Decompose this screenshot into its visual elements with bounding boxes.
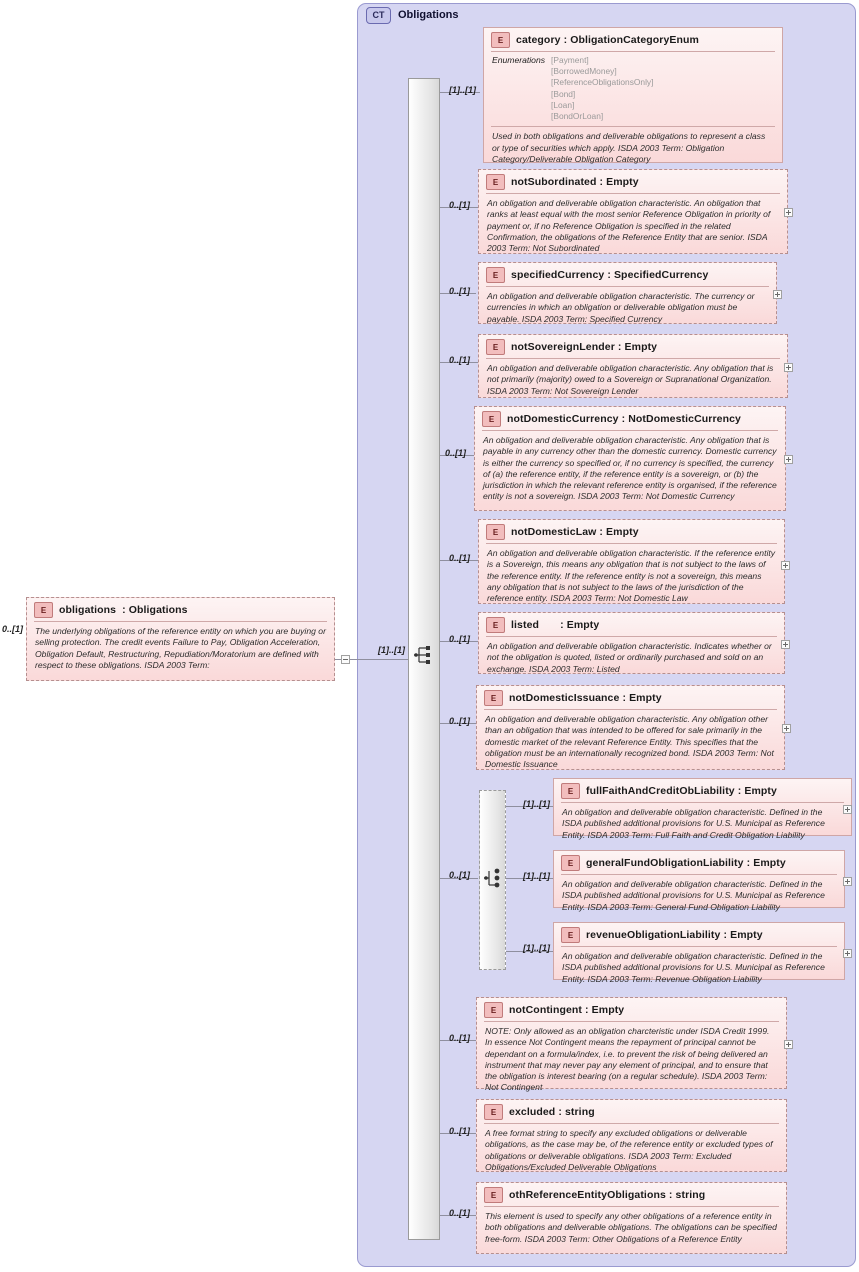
element-name-specifiedCurrency: specifiedCurrency : SpecifiedCurrency xyxy=(511,269,709,281)
expand-toggle-fullFaithAndCreditObLiability[interactable] xyxy=(843,805,852,814)
element-badge-icon: E xyxy=(34,602,53,618)
element-box-notDomesticLaw[interactable] xyxy=(478,519,785,604)
element-badge-icon: E xyxy=(491,32,510,48)
sequence-icon xyxy=(413,644,435,666)
element-name-fullFaithAndCreditObLiability: fullFaithAndCreditObLiability : Empty xyxy=(586,785,777,797)
connector-line xyxy=(350,659,408,660)
element-name-category: category : ObligationCategoryEnum xyxy=(516,34,699,46)
element-badge-icon: E xyxy=(486,267,505,283)
element-doc-generalFundObligationLiability: An obligation and deliverable obligation characteristic. Defined in the ISDA published additional provisions for U.S. Municipal as Reference Entity. ISDA 2003 Term: General Fund Obligation Liability xyxy=(562,879,825,912)
element-badge-icon: E xyxy=(486,617,505,633)
element-doc-listed: An obligation and deliverable obligation characteristic. Indicates whether or not the obligation is quoted, listed or ordinarily purchased and sold on an exchange. ISDA 2003 Term: Listed xyxy=(487,641,772,674)
element-doc-fullFaithAndCreditObLiability: An obligation and deliverable obligation characteristic. Defined in the ISDA published additional provisions for U.S. Municipal as Reference Entity. ISDA 2003 Term: Full Faith and Credit Obligation Liability xyxy=(562,807,825,840)
expand-toggle-notDomesticIssuance[interactable] xyxy=(782,724,791,733)
element-name-notSovereignLender: notSovereignLender : Empty xyxy=(511,341,658,353)
element-name-obligations: obligations : Obligations xyxy=(59,604,188,616)
element-box-excluded[interactable] xyxy=(476,1099,787,1172)
element-doc-othReferenceEntityObligations: This element is used to specify any other obligations of a reference entity in both obligations and deliverable obligations. The obligations can be specified free-form. ISDA 2003 Term: Other Obligations of a Reference Entity xyxy=(485,1211,777,1244)
element-name-notDomesticIssuance: notDomesticIssuance : Empty xyxy=(509,692,662,704)
cardinality-notSubordinated: 0..[1] xyxy=(449,200,471,210)
enum-value: [BorrowedMoney] xyxy=(551,66,617,77)
element-doc-excluded: A free format string to specify any excluded obligations or deliverable obligations, as the case may be, of the reference entity or excluded types of obligations or deliverable obligations. ISDA 2003 Term: Excluded Obligations/Excluded Deliverable Obligations xyxy=(485,1128,773,1172)
element-box-specifiedCurrency[interactable] xyxy=(478,262,777,324)
element-doc-specifiedCurrency: An obligation and deliverable obligation characteristic. The currency or currencies in which an obligation or deliverable obligation must be payable. ISDA 2003 Term: Specified Currency xyxy=(487,291,755,324)
element-name-notDomesticLaw: notDomesticLaw : Empty xyxy=(511,526,639,538)
element-doc-notSovereignLender: An obligation and deliverable obligation characteristic. Any obligation that is not primarily (majority) owed to a Sovereign or Supranational Organization. ISDA 2003 Term: Not Sovereign Lender xyxy=(487,363,774,396)
element-name-generalFundObligationLiability: generalFundObligationLiability : Empty xyxy=(586,857,786,869)
element-name-notContingent: notContingent : Empty xyxy=(509,1004,625,1016)
element-badge-icon: E xyxy=(561,927,580,943)
cardinality-notDomesticCurrency: 0..[1] xyxy=(445,448,467,458)
expand-toggle-notDomesticCurrency[interactable] xyxy=(784,455,793,464)
element-box-listed[interactable] xyxy=(478,612,785,674)
cardinality-obligations: 0..[1] xyxy=(2,624,24,634)
expand-toggle-listed[interactable] xyxy=(781,640,790,649)
element-name-listed: listed : Empty xyxy=(511,619,600,631)
element-badge-icon: E xyxy=(484,1104,503,1120)
cardinality-revenueObligationLiability: [1]..[1] xyxy=(523,943,550,953)
element-box-revenueObligationLiability[interactable] xyxy=(553,922,845,984)
expand-toggle-specifiedCurrency[interactable] xyxy=(773,290,782,299)
element-doc-revenueObligationLiability: An obligation and deliverable obligation characteristic. Defined in the ISDA published additional provisions for U.S. Municipal as Reference Entity. ISDA 2003 Term: Revenue Obligation Liability xyxy=(562,951,825,984)
enumerations-label: Enumerations xyxy=(492,55,546,65)
complex-type-title: Obligations xyxy=(398,9,459,21)
enumerations-values xyxy=(551,55,653,122)
expand-toggle-notDomesticLaw[interactable] xyxy=(781,561,790,570)
element-box-othReferenceEntityObligations[interactable] xyxy=(476,1182,787,1254)
cardinality-notContingent: 0..[1] xyxy=(449,1033,471,1043)
cardinality-fullFaithAndCreditObLiability: [1]..[1] xyxy=(523,799,550,809)
element-badge-icon: E xyxy=(561,783,580,799)
cardinality-category: [1]..[1] xyxy=(449,85,476,95)
element-name-notSubordinated: notSubordinated : Empty xyxy=(511,176,639,188)
collapse-toggle-obligations[interactable] xyxy=(341,655,350,664)
element-badge-icon: E xyxy=(484,1187,503,1203)
complex-type-header xyxy=(366,6,459,24)
element-box-category[interactable] xyxy=(483,27,783,163)
element-name-othReferenceEntityObligations: othReferenceEntityObligations : string xyxy=(509,1189,706,1201)
element-doc-notSubordinated: An obligation and deliverable obligation characteristic. An obligation that ranks at least equal with the most senior Reference Obligation in priority of payment or, if no Reference Obligation is specified in the related Confirmation, the obligations of the Reference Entity that are senior. ISDA 2003 Term: Not Subordinated xyxy=(487,198,771,254)
element-doc-notDomesticCurrency: An obligation and deliverable obligation characteristic. Any obligation that is payable in any currency other than the domestic currency. Domestic currency is either the currency so specified or, if no currency is specified, the currency of (a) the reference entity, if the reference entity is a sovereign, or (b) the jurisdiction in which the relevant reference entity is organised, if the reference entity is not a sovereign. ISDA 2003 Term: Not Domestic Currency xyxy=(483,435,777,502)
cardinality-listed: 0..[1] xyxy=(449,634,471,644)
cardinality-generalFundObligationLiability: [1]..[1] xyxy=(523,871,550,881)
cardinality-choice: 0..[1] xyxy=(449,870,471,880)
element-doc-notDomesticLaw: An obligation and deliverable obligation characteristic. If the reference entity is a Sovereign, this means any obligation that is not subject to the laws of the reference entity. If the reference entity is not a sovereign, this means any obligation that is not subject to the laws of the jurisdiction of the reference entity. ISDA 2003 Term: Not Domestic Law xyxy=(487,548,776,604)
element-badge-icon: E xyxy=(561,855,580,871)
element-doc-category: Used in both obligations and deliverable obligations to represent a class or type of securities which apply. ISDA 2003 Term: Obligation Category/Deliverable Obligation Category xyxy=(492,131,766,164)
complex-type-badge-icon: CT xyxy=(366,7,391,24)
cardinality-sequence: [1]..[1] xyxy=(378,645,405,655)
element-name-excluded: excluded : string xyxy=(509,1106,595,1118)
element-doc-notContingent: NOTE: Only allowed as an obligation charcteristic under ISDA Credit 1999. In essence Not Contingent means the repayment of principal cannot be dependant on a formula/index, i.e. to prevent the risk of being delivered an instrument that may never pay any element of principal, and to ensure that the obligation is interest bearing (on a regular schedule). ISDA 2003 Term: Not Contingent xyxy=(485,1026,770,1093)
choice-icon xyxy=(483,867,505,889)
element-doc-notDomesticIssuance: An obligation and deliverable obligation characteristic. Any obligation other than an obligation that was intended to be offered for sale primarily in the domestic market of the relevant Reference Entity. This specifies that the obligation must be an internationally recognized bond. ISDA 2003 Term: Not Domestic Issuance xyxy=(485,714,774,770)
element-box-obligations[interactable] xyxy=(26,597,335,681)
cardinality-notSovereignLender: 0..[1] xyxy=(449,355,471,365)
expand-toggle-notContingent[interactable] xyxy=(784,1040,793,1049)
element-box-notDomesticCurrency[interactable] xyxy=(474,406,786,511)
cardinality-excluded: 0..[1] xyxy=(449,1126,471,1136)
element-badge-icon: E xyxy=(486,524,505,540)
enumerations-row xyxy=(484,52,782,126)
enum-value: [ReferenceObligationsOnly] xyxy=(551,77,654,88)
element-box-generalFundObligationLiability[interactable] xyxy=(553,850,845,912)
enum-value: [Bond] xyxy=(551,88,576,99)
element-badge-icon: E xyxy=(486,339,505,355)
connector-line xyxy=(335,659,341,660)
element-box-fullFaithAndCreditObLiability[interactable] xyxy=(553,778,852,840)
enum-value: [BondOrLoan] xyxy=(551,111,604,122)
expand-toggle-generalFundObligationLiability[interactable] xyxy=(843,877,852,886)
element-box-notSovereignLender[interactable] xyxy=(478,334,788,398)
cardinality-notDomesticLaw: 0..[1] xyxy=(449,553,471,563)
expand-toggle-revenueObligationLiability[interactable] xyxy=(843,949,852,958)
expand-toggle-notSubordinated[interactable] xyxy=(784,208,793,217)
element-box-notContingent[interactable] xyxy=(476,997,787,1093)
element-name-revenueObligationLiability: revenueObligationLiability : Empty xyxy=(586,929,763,941)
element-name-notDomesticCurrency: notDomesticCurrency : NotDomesticCurrency xyxy=(507,413,741,425)
cardinality-othReferenceEntityObligations: 0..[1] xyxy=(449,1208,471,1218)
element-box-notDomesticIssuance[interactable] xyxy=(476,685,785,770)
element-box-notSubordinated[interactable] xyxy=(478,169,788,254)
element-badge-icon: E xyxy=(484,1002,503,1018)
element-badge-icon: E xyxy=(486,174,505,190)
enum-value: [Loan] xyxy=(551,99,575,110)
element-badge-icon: E xyxy=(482,411,501,427)
enum-value: [Payment] xyxy=(551,55,589,65)
cardinality-notDomesticIssuance: 0..[1] xyxy=(449,716,471,726)
element-doc-obligations: The underlying obligations of the reference entity on which you are buying or selling protection. The credit events Failure to Pay, Obligation Acceleration, Obligation Default, Restructuring, Repudiation/Moratorium are defined with respect to these obligations. ISDA 2003 Term: xyxy=(35,626,326,670)
cardinality-specifiedCurrency: 0..[1] xyxy=(449,286,471,296)
element-badge-icon: E xyxy=(484,690,503,706)
expand-toggle-notSovereignLender[interactable] xyxy=(784,363,793,372)
